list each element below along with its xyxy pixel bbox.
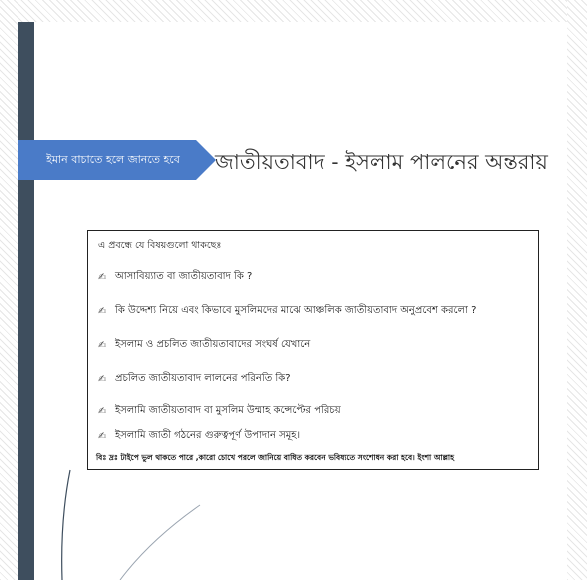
list-item — [98, 337, 310, 354]
pen-nib-icon: ✍ — [98, 272, 107, 283]
list-item-label: ইসলামি জাতীয়তাবাদ বা মুসলিম উম্মাহ কন্সেপ্টের পরিচয় — [115, 405, 341, 416]
pen-nib-icon: ✍ — [98, 406, 107, 417]
list-item — [98, 403, 341, 420]
list-item-label: প্রচলিত জাতীয়তাবাদ লালনের পরিনতি কি? — [115, 373, 291, 384]
list-item — [98, 371, 291, 388]
list-item — [98, 303, 476, 320]
pen-nib-icon: ✍ — [98, 374, 107, 385]
contents-heading: এ প্রবন্ধে যে বিষয়গুলো থাকছেঃ — [98, 240, 222, 251]
pen-nib-icon: ✍ — [98, 306, 107, 317]
list-item — [98, 428, 300, 445]
list-item-label: আসাবিয়্যাত বা জাতীয়তাবাদ কি ? — [115, 271, 253, 282]
list-item — [98, 269, 252, 286]
page-title: জাতীয়তাবাদ - ইসলাম পালনের অন্তরায় — [215, 150, 548, 174]
banner-label: ইমান বাচাতে হলে জানতে হবে — [46, 152, 180, 166]
list-item-label: ইসলাম ও প্রচলিত জাতীয়তাবাদের সংঘর্ষ যেখানে — [115, 339, 311, 350]
list-item-label: ইসলামি জাতী গঠনের গুরুত্বপূর্ণ উপাদান সমূহ। — [115, 430, 301, 441]
pen-nib-icon: ✍ — [98, 431, 107, 442]
pen-nib-icon: ✍ — [98, 340, 107, 351]
list-item-label: কি উদ্দেশ্য নিয়ে এবং কিভাবে মুসলিমদের মাঝে আঞ্চলিক জাতীয়তাবাদ অনুপ্রবেশ করলো ? — [115, 305, 477, 316]
footnote: বিঃ দ্রঃ টাইপে ভুল থাকতে পারে ,কারো চোখে পরলে জানিয়ে বাধিত করবেন ভবিষ্যতে সংশোধন করা হবে। ইংশা আল্লাহ — [96, 453, 455, 462]
contents-box — [87, 230, 539, 470]
